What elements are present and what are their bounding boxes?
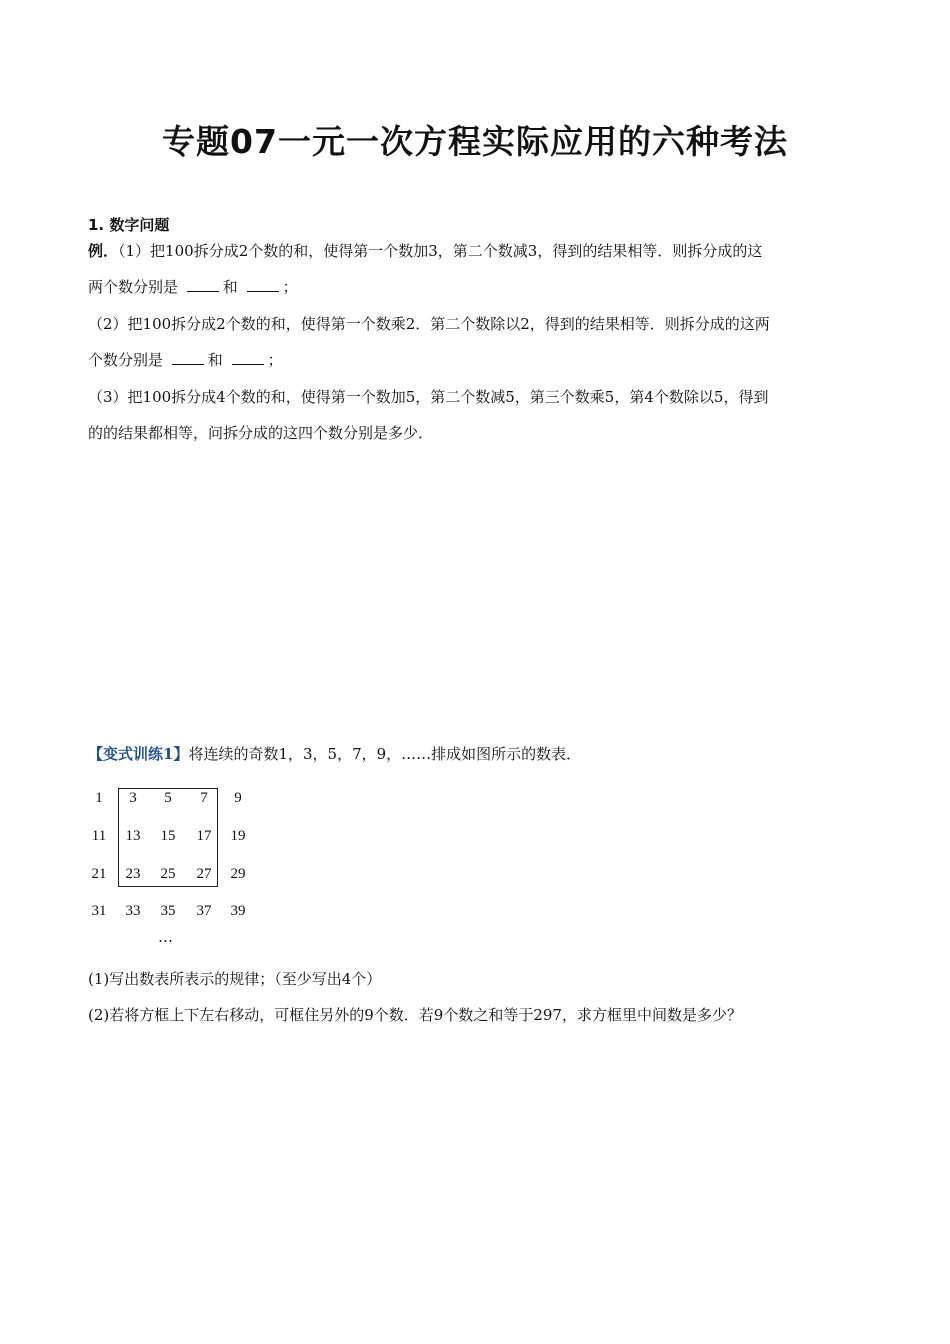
table-cell: 15 [160, 828, 176, 844]
table-cell: 37 [196, 903, 212, 919]
example-part-3 [88, 379, 868, 451]
variant-text: 将连续的奇数1，3，5，7，9，……排成如图所示的数表． [188, 745, 582, 763]
table-cell: 1 [95, 790, 103, 806]
variant-exercise [88, 739, 581, 769]
table-cell: 31 [91, 903, 107, 919]
table-cell: 33 [125, 903, 141, 919]
part2-line2-prefix: 个数分别是 [88, 351, 164, 369]
table-cell: 5 [164, 790, 172, 806]
question-1: (1)写出数表所表示的规律；（至少写出4个） [88, 970, 382, 988]
part3-line1: （3）把100拆分成4个数的和，使得第一个数加5，第二个数减5，第三个数乘5，第4个数除以5，得到 [88, 388, 769, 406]
example-part-2 [88, 306, 868, 378]
answer-blank [247, 277, 279, 292]
variant-tag: 【变式训练1】 [88, 745, 189, 763]
table-cell: 35 [160, 903, 176, 919]
table-cell: 39 [230, 903, 246, 919]
table-cell: 17 [196, 828, 212, 844]
question-2: (2)若将方框上下左右移动，可框住另外的9个数．若9个数之和等于297，求方框里中间数是多少？ [88, 1006, 742, 1024]
table-ellipsis: … [158, 928, 173, 946]
table-cell: 29 [230, 866, 246, 882]
part1-line1: （1）把100拆分成2个数的和，使得第一个数加3，第二个数减3，得到的结果相等．则拆分成的这 [118, 242, 763, 260]
answer-blank [232, 350, 264, 365]
section-heading: 1. 数字问题 [88, 216, 170, 234]
table-cell: 7 [200, 790, 208, 806]
example-part-1 [88, 233, 868, 305]
table-cell: 25 [160, 866, 176, 882]
part3-line2: 的的结果都相等，问拆分成的这四个数分别是多少． [88, 424, 434, 442]
part1-line2-prefix: 两个数分别是 [88, 278, 179, 296]
table-cell: 3 [129, 790, 137, 806]
part1-end: ； [282, 278, 298, 296]
page-title: 专题07一元一次方程实际应用的六种考法 [162, 122, 788, 161]
table-cell: 23 [125, 866, 141, 882]
table-cell: 21 [91, 866, 107, 882]
answer-blank [187, 277, 219, 292]
table-cell: 27 [196, 866, 212, 882]
part2-end: ； [267, 351, 283, 369]
table-cell: 9 [234, 790, 242, 806]
part1-and: 和 [222, 278, 238, 296]
table-cell: 13 [125, 828, 141, 844]
table-cell: 19 [230, 828, 246, 844]
table-cell: 11 [91, 828, 107, 844]
part2-line1: （2）把100拆分成2个数的和，使得第一个数乘2．第二个数除以2，得到的结果相等．则拆分成的这两 [88, 315, 770, 333]
example-label: 例． [88, 242, 119, 260]
selection-frame [118, 788, 218, 887]
answer-blank [172, 350, 204, 365]
part2-and: 和 [207, 351, 223, 369]
